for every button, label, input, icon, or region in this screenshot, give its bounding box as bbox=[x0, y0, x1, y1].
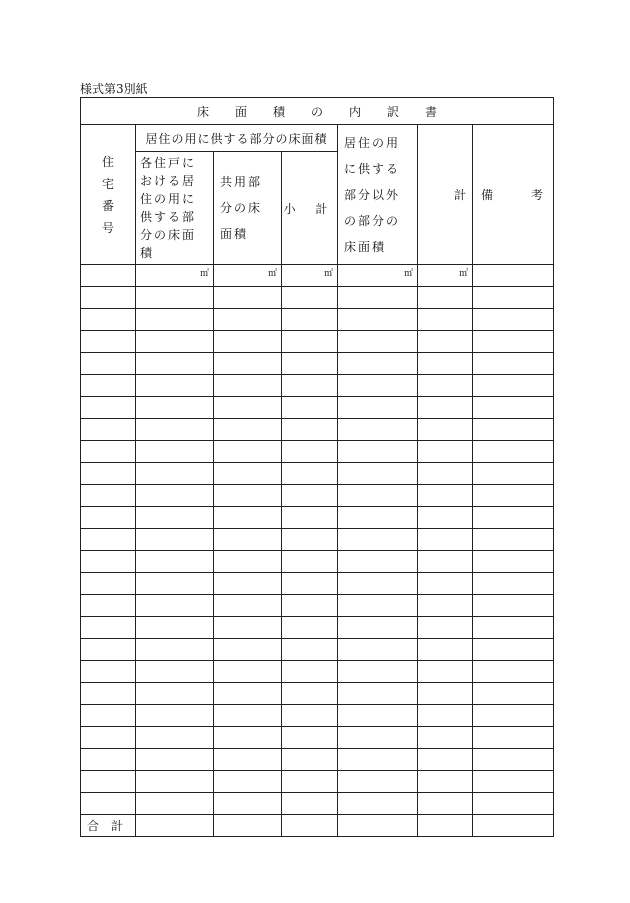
table-cell[interactable] bbox=[214, 705, 282, 727]
header-kyouyou: 共用部分の床面積 bbox=[214, 152, 282, 265]
table-cell[interactable] bbox=[81, 573, 136, 595]
table-row bbox=[81, 617, 554, 639]
table-cell[interactable] bbox=[282, 441, 338, 463]
table-cell[interactable] bbox=[214, 287, 282, 309]
table-row bbox=[81, 595, 554, 617]
unit-label: ㎡ bbox=[282, 265, 338, 287]
table-cell[interactable] bbox=[282, 485, 338, 507]
unit-cell-blank bbox=[81, 265, 136, 287]
table-cell[interactable] bbox=[282, 331, 338, 353]
table-cell[interactable] bbox=[338, 375, 418, 397]
table-cell[interactable] bbox=[282, 727, 338, 749]
table-row bbox=[81, 287, 554, 309]
table-cell[interactable] bbox=[81, 727, 136, 749]
table-cell[interactable] bbox=[136, 353, 214, 375]
table-cell[interactable] bbox=[214, 353, 282, 375]
table-cell[interactable] bbox=[473, 573, 554, 595]
table-cell[interactable] bbox=[338, 441, 418, 463]
table-cell[interactable] bbox=[214, 441, 282, 463]
table-cell[interactable] bbox=[338, 595, 418, 617]
table-cell[interactable] bbox=[136, 397, 214, 419]
table-cell[interactable] bbox=[136, 551, 214, 573]
total-cell[interactable] bbox=[418, 815, 473, 837]
table-cell[interactable] bbox=[214, 551, 282, 573]
unit-label: ㎡ bbox=[214, 265, 282, 287]
table-row bbox=[81, 771, 554, 793]
table-cell[interactable] bbox=[473, 639, 554, 661]
table-cell[interactable] bbox=[418, 661, 473, 683]
table-cell[interactable] bbox=[282, 683, 338, 705]
table-cell[interactable] bbox=[214, 749, 282, 771]
table-cell[interactable] bbox=[81, 529, 136, 551]
table-cell[interactable] bbox=[338, 287, 418, 309]
table-cell[interactable] bbox=[214, 727, 282, 749]
table-cell[interactable] bbox=[136, 419, 214, 441]
table-cell[interactable] bbox=[473, 463, 554, 485]
table-cell[interactable] bbox=[214, 507, 282, 529]
table-cell[interactable] bbox=[136, 749, 214, 771]
table-cell[interactable] bbox=[338, 463, 418, 485]
table-cell[interactable] bbox=[81, 617, 136, 639]
table-row bbox=[81, 705, 554, 727]
table-cell[interactable] bbox=[418, 595, 473, 617]
table-cell[interactable] bbox=[282, 661, 338, 683]
table-cell[interactable] bbox=[473, 287, 554, 309]
table-row bbox=[81, 485, 554, 507]
total-cell[interactable] bbox=[136, 815, 214, 837]
table-cell[interactable] bbox=[418, 683, 473, 705]
table-cell[interactable] bbox=[136, 639, 214, 661]
table-row bbox=[81, 639, 554, 661]
table-cell[interactable] bbox=[338, 683, 418, 705]
table-cell[interactable] bbox=[338, 617, 418, 639]
table-cell[interactable] bbox=[214, 771, 282, 793]
table-cell[interactable] bbox=[473, 331, 554, 353]
table-cell[interactable] bbox=[473, 353, 554, 375]
table-cell[interactable] bbox=[418, 397, 473, 419]
table-cell[interactable] bbox=[418, 529, 473, 551]
table-row bbox=[81, 793, 554, 815]
table-cell[interactable] bbox=[473, 375, 554, 397]
table-cell[interactable] bbox=[338, 419, 418, 441]
table-cell[interactable] bbox=[282, 309, 338, 331]
table-cell[interactable] bbox=[81, 793, 136, 815]
table-cell[interactable] bbox=[418, 705, 473, 727]
table-cell[interactable] bbox=[338, 507, 418, 529]
table-cell[interactable] bbox=[338, 771, 418, 793]
table-cell[interactable] bbox=[282, 353, 338, 375]
table-row bbox=[81, 331, 554, 353]
table-cell[interactable] bbox=[338, 661, 418, 683]
table-row bbox=[81, 463, 554, 485]
total-cell[interactable] bbox=[473, 815, 554, 837]
table-row bbox=[81, 749, 554, 771]
table-cell[interactable] bbox=[418, 551, 473, 573]
table-title: 床 面 積 の 内 訳 書 bbox=[81, 98, 554, 125]
table-cell[interactable] bbox=[282, 595, 338, 617]
table-cell[interactable] bbox=[282, 287, 338, 309]
table-cell[interactable] bbox=[136, 727, 214, 749]
table-cell[interactable] bbox=[81, 331, 136, 353]
table-cell[interactable] bbox=[418, 793, 473, 815]
table-cell[interactable] bbox=[81, 661, 136, 683]
table-cell[interactable] bbox=[473, 529, 554, 551]
table-row bbox=[81, 507, 554, 529]
table-cell[interactable] bbox=[214, 617, 282, 639]
unit-label: ㎡ bbox=[136, 265, 214, 287]
total-cell[interactable] bbox=[338, 815, 418, 837]
header-kei: 計 bbox=[418, 125, 473, 265]
table-cell[interactable] bbox=[282, 639, 338, 661]
table-cell[interactable] bbox=[214, 331, 282, 353]
table-cell[interactable] bbox=[338, 573, 418, 595]
table-cell[interactable] bbox=[81, 639, 136, 661]
table-cell[interactable] bbox=[338, 529, 418, 551]
table-cell[interactable] bbox=[81, 353, 136, 375]
total-cell[interactable] bbox=[214, 815, 282, 837]
table-cell[interactable] bbox=[473, 507, 554, 529]
table-cell[interactable] bbox=[473, 793, 554, 815]
table-cell[interactable] bbox=[473, 595, 554, 617]
table-cell[interactable] bbox=[418, 507, 473, 529]
table-cell[interactable] bbox=[282, 375, 338, 397]
total-row bbox=[81, 815, 554, 837]
table-cell[interactable] bbox=[136, 287, 214, 309]
table-cell[interactable] bbox=[338, 485, 418, 507]
table-cell[interactable] bbox=[338, 639, 418, 661]
table-cell[interactable] bbox=[136, 309, 214, 331]
table-row bbox=[81, 529, 554, 551]
table-cell[interactable] bbox=[136, 705, 214, 727]
table-cell[interactable] bbox=[473, 309, 554, 331]
table-cell[interactable] bbox=[338, 397, 418, 419]
table-cell[interactable] bbox=[473, 419, 554, 441]
table-cell[interactable] bbox=[418, 749, 473, 771]
table-cell[interactable] bbox=[338, 551, 418, 573]
table-row bbox=[81, 441, 554, 463]
table-cell[interactable] bbox=[282, 793, 338, 815]
table-cell[interactable] bbox=[418, 419, 473, 441]
table-cell[interactable] bbox=[81, 705, 136, 727]
table-cell[interactable] bbox=[214, 639, 282, 661]
table-cell[interactable] bbox=[214, 463, 282, 485]
table-cell[interactable] bbox=[338, 331, 418, 353]
table-cell[interactable] bbox=[418, 287, 473, 309]
table-cell[interactable] bbox=[136, 661, 214, 683]
table-cell[interactable] bbox=[282, 705, 338, 727]
table-cell[interactable] bbox=[81, 375, 136, 397]
table-row bbox=[81, 419, 554, 441]
table-cell[interactable] bbox=[81, 551, 136, 573]
table-cell[interactable] bbox=[214, 529, 282, 551]
table-cell[interactable] bbox=[282, 507, 338, 529]
table-cell[interactable] bbox=[282, 771, 338, 793]
table-cell[interactable] bbox=[81, 749, 136, 771]
table-cell[interactable] bbox=[418, 639, 473, 661]
table-cell[interactable] bbox=[81, 397, 136, 419]
table-cell[interactable] bbox=[214, 485, 282, 507]
table-cell[interactable] bbox=[214, 397, 282, 419]
table-row bbox=[81, 397, 554, 419]
table-cell[interactable] bbox=[338, 727, 418, 749]
table-cell[interactable] bbox=[473, 705, 554, 727]
table-cell[interactable] bbox=[338, 749, 418, 771]
header-jutaku-bangou: 住 宅 番 号 bbox=[81, 125, 136, 265]
total-cell[interactable] bbox=[282, 815, 338, 837]
table-cell[interactable] bbox=[136, 529, 214, 551]
total-label: 合 計 bbox=[81, 815, 136, 837]
table-cell[interactable] bbox=[473, 485, 554, 507]
table-cell[interactable] bbox=[136, 683, 214, 705]
table-cell[interactable] bbox=[282, 463, 338, 485]
table-row bbox=[81, 683, 554, 705]
table-cell[interactable] bbox=[282, 617, 338, 639]
table-cell[interactable] bbox=[81, 463, 136, 485]
table-cell[interactable] bbox=[418, 573, 473, 595]
table-cell[interactable] bbox=[214, 419, 282, 441]
table-row bbox=[81, 309, 554, 331]
table-cell[interactable] bbox=[418, 353, 473, 375]
table-cell[interactable] bbox=[214, 793, 282, 815]
table-cell[interactable] bbox=[136, 793, 214, 815]
table-cell[interactable] bbox=[473, 441, 554, 463]
table-cell[interactable] bbox=[136, 573, 214, 595]
header-kakujuuko: 各住戸における居住の用に供する部分の床面積 bbox=[136, 152, 214, 265]
table-row bbox=[81, 661, 554, 683]
table-cell[interactable] bbox=[214, 375, 282, 397]
unit-cell-blank bbox=[473, 265, 554, 287]
table-cell[interactable] bbox=[136, 441, 214, 463]
table-cell[interactable] bbox=[338, 309, 418, 331]
table-cell[interactable] bbox=[473, 727, 554, 749]
table-cell[interactable] bbox=[473, 551, 554, 573]
table-cell[interactable] bbox=[81, 441, 136, 463]
table-cell[interactable] bbox=[214, 661, 282, 683]
table-cell[interactable] bbox=[282, 573, 338, 595]
table-cell[interactable] bbox=[136, 463, 214, 485]
table-cell[interactable] bbox=[473, 397, 554, 419]
table-row bbox=[81, 551, 554, 573]
header-igai: 居住の用に供する部分以外の部分の床面積 bbox=[338, 125, 418, 265]
header-kyojuu-group: 居住の用に供する部分の床面積 bbox=[136, 125, 338, 152]
unit-label: ㎡ bbox=[418, 265, 473, 287]
table-cell[interactable] bbox=[473, 683, 554, 705]
table-cell[interactable] bbox=[136, 331, 214, 353]
table-cell[interactable] bbox=[418, 309, 473, 331]
table-cell[interactable] bbox=[136, 507, 214, 529]
unit-row bbox=[81, 265, 554, 287]
table-cell[interactable] bbox=[81, 419, 136, 441]
table-cell[interactable] bbox=[282, 749, 338, 771]
table-row bbox=[81, 727, 554, 749]
table-cell[interactable] bbox=[214, 683, 282, 705]
form-label: 様式第3別紙 bbox=[80, 82, 148, 96]
table-cell[interactable] bbox=[81, 595, 136, 617]
table-cell[interactable] bbox=[81, 287, 136, 309]
table-cell[interactable] bbox=[338, 793, 418, 815]
table-cell[interactable] bbox=[81, 683, 136, 705]
table-cell[interactable] bbox=[473, 661, 554, 683]
table-cell[interactable] bbox=[282, 419, 338, 441]
table-cell[interactable] bbox=[418, 771, 473, 793]
table-cell[interactable] bbox=[418, 485, 473, 507]
table-cell[interactable] bbox=[418, 441, 473, 463]
table-cell[interactable] bbox=[214, 573, 282, 595]
table-cell[interactable] bbox=[81, 485, 136, 507]
table-cell[interactable] bbox=[214, 595, 282, 617]
table-cell[interactable] bbox=[418, 617, 473, 639]
header-shoukei: 小 計 bbox=[282, 152, 338, 265]
table-cell[interactable] bbox=[418, 727, 473, 749]
table-cell[interactable] bbox=[418, 463, 473, 485]
table-cell[interactable] bbox=[136, 375, 214, 397]
table-cell[interactable] bbox=[81, 507, 136, 529]
table-cell[interactable] bbox=[282, 529, 338, 551]
table-cell[interactable] bbox=[473, 749, 554, 771]
table-cell[interactable] bbox=[214, 309, 282, 331]
table-cell[interactable] bbox=[338, 353, 418, 375]
table-cell[interactable] bbox=[338, 705, 418, 727]
table-row bbox=[81, 573, 554, 595]
table-cell[interactable] bbox=[282, 551, 338, 573]
unit-label: ㎡ bbox=[338, 265, 418, 287]
table-cell[interactable] bbox=[136, 485, 214, 507]
table-cell[interactable] bbox=[282, 397, 338, 419]
table-row bbox=[81, 375, 554, 397]
floor-area-table bbox=[80, 97, 554, 837]
table-cell[interactable] bbox=[81, 309, 136, 331]
table-cell[interactable] bbox=[136, 771, 214, 793]
header-bikou: 備 考 bbox=[473, 125, 554, 265]
table-cell[interactable] bbox=[136, 595, 214, 617]
table-cell[interactable] bbox=[81, 771, 136, 793]
table-cell[interactable] bbox=[473, 771, 554, 793]
table-cell[interactable] bbox=[418, 375, 473, 397]
table-cell[interactable] bbox=[473, 617, 554, 639]
table-row bbox=[81, 353, 554, 375]
table-cell[interactable] bbox=[418, 331, 473, 353]
table-cell[interactable] bbox=[136, 617, 214, 639]
